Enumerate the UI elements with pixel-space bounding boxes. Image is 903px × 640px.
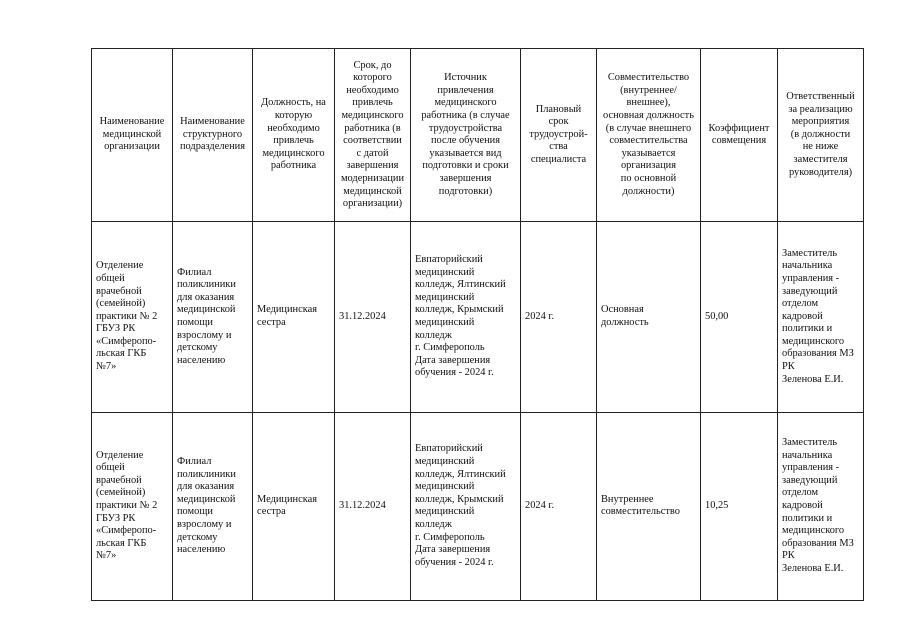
header-organization: Наименование медицинской организации xyxy=(92,49,173,222)
header-source: Источник привлечения медицинского работника (в случае трудоустройства после обучения указывается вид подготовки и сроки завершения подготовки) xyxy=(411,49,521,222)
cell-position: Медицинская сестра xyxy=(253,222,335,412)
table-row xyxy=(92,412,864,600)
cell-source: Евпаторийский медицинский колледж, Ялтинский медицинский колледж, Крымский медицинский колледж г. Симферополь Дата завершения обучения - 2024 г. xyxy=(411,222,521,412)
cell-planned-term: 2024 г. xyxy=(521,222,597,412)
header-deadline: Срок, до которого необходимо привлечь медицинского работника (в соответствии с датой завершения модернизации медицинской организации) xyxy=(335,49,411,222)
cell-combination: Внутреннее совместительство xyxy=(597,412,701,600)
staffing-table xyxy=(91,48,864,601)
table-header-row xyxy=(92,49,864,222)
header-coefficient: Коэффициент совмещения xyxy=(701,49,778,222)
cell-source: Евпаторийский медицинский колледж, Ялтинский медицинский колледж, Крымский медицинский колледж г. Симферополь Дата завершения обучения - 2024 г. xyxy=(411,412,521,600)
cell-subdivision: Филиал поликлиники для оказания медицинской помощи взрослому и детскому населению xyxy=(173,412,253,600)
header-planned-term: Плановый срок трудоустрой- ства специалиста xyxy=(521,49,597,222)
cell-planned-term: 2024 г. xyxy=(521,412,597,600)
cell-deadline: 31.12.2024 xyxy=(335,222,411,412)
header-position: Должность, на которую необходимо привлечь медицинского работника xyxy=(253,49,335,222)
cell-combination: Основная должность xyxy=(597,222,701,412)
header-responsible: Ответственный за реализацию мероприятия (в должности не ниже заместителя руководителя) xyxy=(778,49,864,222)
cell-subdivision: Филиал поликлиники для оказания медицинской помощи взрослому и детскому населению xyxy=(173,222,253,412)
cell-organization: Отделение общей врачебной (семейной) практики № 2 ГБУЗ РК «Симферопо- льская ГКБ №7» xyxy=(92,412,173,600)
cell-organization: Отделение общей врачебной (семейной) практики № 2 ГБУЗ РК «Симферопо- льская ГКБ №7» xyxy=(92,222,173,412)
header-combination: Совместительство (внутреннее/ внешнее), основная должность (в случае внешнего совместительства указывается организация по основной должности) xyxy=(597,49,701,222)
cell-coefficient: 50,00 xyxy=(701,222,778,412)
cell-coefficient: 10,25 xyxy=(701,412,778,600)
cell-responsible: Заместитель начальника управления - заведующий отделом кадровой политики и медицинского образования МЗ РК Зеленова Е.И. xyxy=(778,222,864,412)
header-subdivision: Наименование структурного подразделения xyxy=(173,49,253,222)
cell-position: Медицинская сестра xyxy=(253,412,335,600)
cell-deadline: 31.12.2024 xyxy=(335,412,411,600)
cell-responsible: Заместитель начальника управления - заведующий отделом кадровой политики и медицинского образования МЗ РК Зеленова Е.И. xyxy=(778,412,864,600)
table-row xyxy=(92,222,864,412)
